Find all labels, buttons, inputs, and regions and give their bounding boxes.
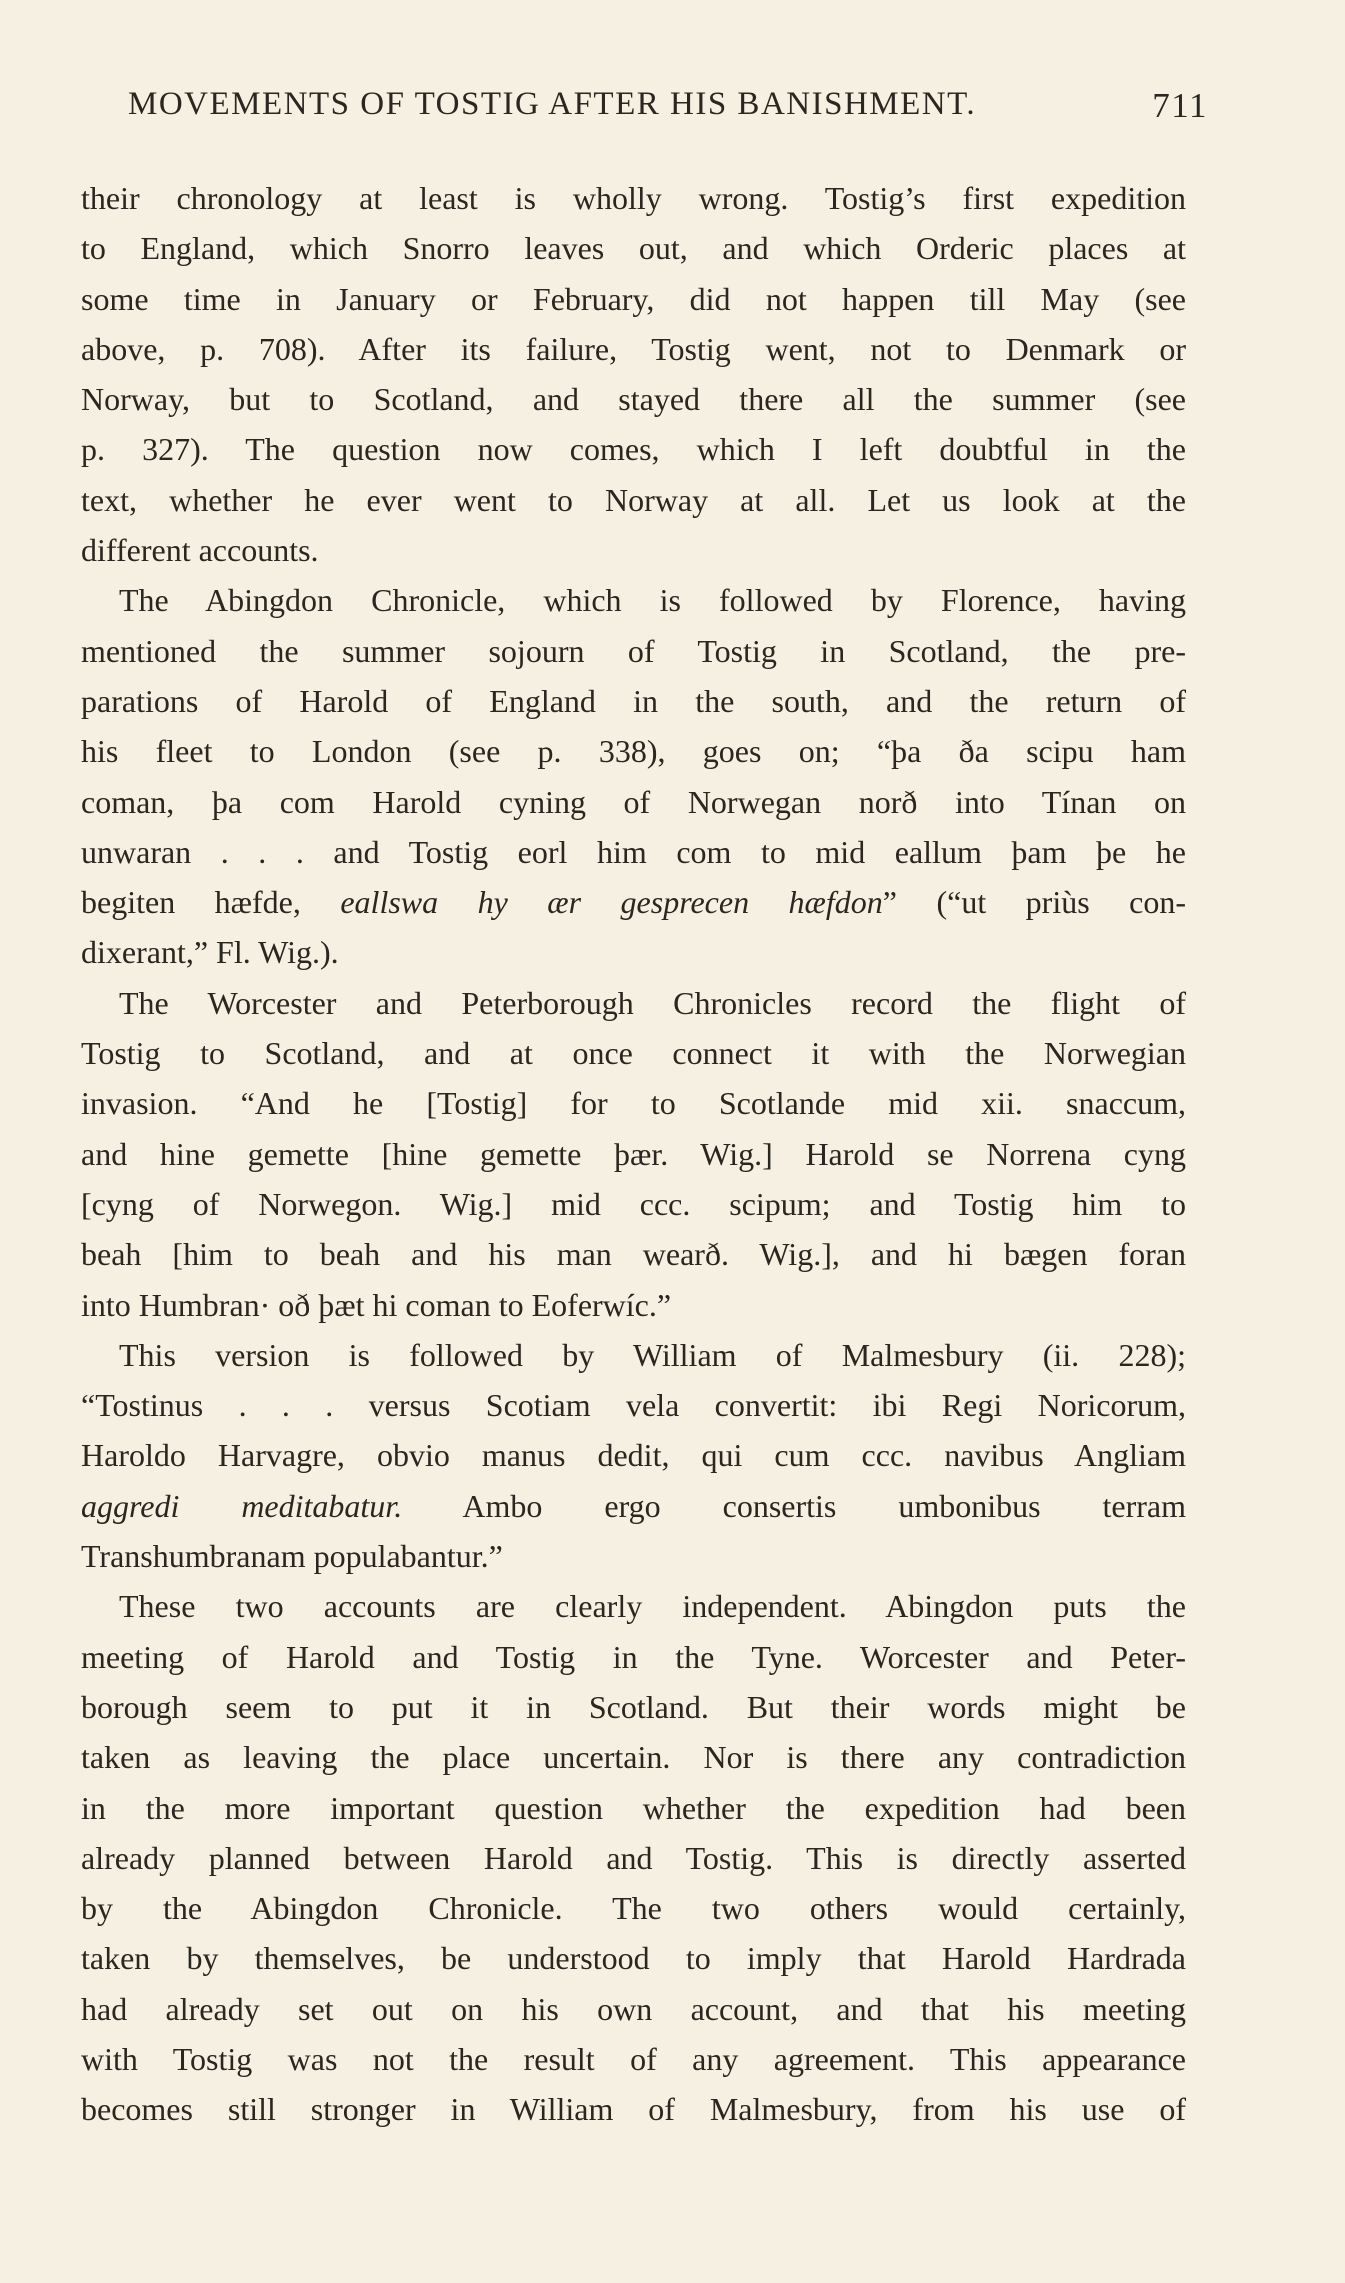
text-line-with-italic bbox=[81, 1481, 1186, 1531]
italic-segment: aggredi meditabatur. bbox=[81, 1487, 403, 1524]
paragraph bbox=[81, 1330, 1186, 1581]
text-line: different accounts. bbox=[81, 532, 319, 569]
text-line: Haroldo Harvagre, obvio manus dedit, qui cum ccc. navibus Angliam bbox=[81, 1437, 1186, 1474]
text-line: These two accounts are clearly independent. Abingdon puts the bbox=[119, 1588, 1186, 1625]
text-line: already planned between Harold and Tostig. This is directly asserted bbox=[81, 1839, 1186, 1876]
text-line: meeting of Harold and Tostig in the Tyne. Worcester and Peter- bbox=[81, 1638, 1186, 1675]
paragraph bbox=[81, 173, 1186, 575]
text-line: their chronology at least is wholly wrong. Tostig’s first expedition bbox=[81, 180, 1186, 216]
text-line: his fleet to London (see p. 338), goes on; “þa ðа scipu ham bbox=[81, 733, 1186, 770]
text-line: This version is followed by William of Malmesbury (ii. 228); bbox=[119, 1336, 1186, 1373]
text-segment: Ambo ergo consertis umbonibus terram bbox=[402, 1487, 1187, 1524]
text-line: becomes still stronger in William of Malmesbury, from his use of bbox=[81, 2091, 1186, 2128]
text-line: p. 327). The question now comes, which I left doubtful in the bbox=[81, 431, 1186, 468]
text-line: by the Abingdon Chronicle. The two others would certainly, bbox=[81, 1890, 1186, 1927]
text-line-with-italic bbox=[81, 877, 1186, 927]
text-line: Tostig to Scotland, and at once connect it with the Norwegian bbox=[81, 1035, 1186, 1072]
paragraph bbox=[81, 1581, 1186, 2134]
running-title: MOVEMENTS OF TOSTIG AFTER HIS BANISHMENT. bbox=[128, 86, 977, 122]
text-line: with Tostig was not the result of any agreement. This appearance bbox=[81, 2040, 1186, 2077]
paragraph bbox=[81, 978, 1186, 1330]
text-line: into Humbran· oð þæt hi coman to Eoferwíc.” bbox=[81, 1286, 672, 1323]
text-line: invasion. “And he [Tostig] for to Scotlande mid xii. snaccum, bbox=[81, 1085, 1186, 1122]
text-line: borough seem to put it in Scotland. But their words might be bbox=[81, 1688, 1186, 1725]
text-line: dixerant,” Fl. Wig.). bbox=[81, 934, 339, 971]
text-line: beah [him to beah and his man wearð. Wig.], and hi bægen foran bbox=[81, 1236, 1186, 1273]
text-line: coman, þa com Harold cyning of Norwegan norð into Tínan on bbox=[81, 783, 1186, 820]
text-line: taken by themselves, be understood to imply that Harold Hardrada bbox=[81, 1940, 1186, 1977]
text-line: some time in January or February, did not happen till May (see bbox=[81, 280, 1186, 317]
text-segment: ” (“ut priùs con- bbox=[882, 884, 1187, 921]
text-line: parations of Harold of England in the south, and the return of bbox=[81, 682, 1186, 719]
text-line: to England, which Snorro leaves out, and which Orderic places at bbox=[81, 230, 1186, 267]
text-line: in the more important question whether the expedition had been bbox=[81, 1789, 1186, 1826]
text-line: [cyng of Norwegon. Wig.] mid ccc. scipum; and Tostig him to bbox=[81, 1185, 1186, 1222]
italic-segment: eallswa hy ær gesprecen hæfdon bbox=[340, 884, 883, 921]
text-line: taken as leaving the place uncertain. Nor is there any contradiction bbox=[81, 1739, 1186, 1776]
text-line: mentioned the summer sojourn of Tostig in Scotland, the pre- bbox=[81, 632, 1186, 669]
running-head bbox=[128, 86, 1208, 136]
paragraph bbox=[81, 575, 1186, 977]
text-line: and hine gemette [hine gemette þær. Wig.] Harold se Norrena cyng bbox=[81, 1135, 1186, 1172]
text-line: unwaran . . . and Tostig eorl him com to mid eallum þam þe he bbox=[81, 833, 1186, 870]
text-line: The Worcester and Peterborough Chronicles record the flight of bbox=[119, 984, 1186, 1021]
text-line: above, p. 708). After its failure, Tostig went, not to Denmark or bbox=[81, 330, 1186, 367]
body-text bbox=[81, 173, 1186, 2135]
text-line: Transhumbranam populabantur.” bbox=[81, 1538, 503, 1575]
text-line: had already set out on his own account, and that his meeting bbox=[81, 1990, 1186, 2027]
text-line: Norway, but to Scotland, and stayed there all the summer (see bbox=[81, 381, 1186, 418]
text-line: text, whether he ever went to Norway at all. Let us look at the bbox=[81, 481, 1186, 518]
page-number: 711 bbox=[1152, 86, 1208, 125]
text-line: “Tostinus . . . versus Scotiam vela convertit: ibi Regi Noricorum, bbox=[81, 1387, 1186, 1424]
text-segment: begiten hæfde, bbox=[81, 884, 341, 921]
text-line: The Abingdon Chronicle, which is followed by Florence, having bbox=[119, 582, 1186, 619]
